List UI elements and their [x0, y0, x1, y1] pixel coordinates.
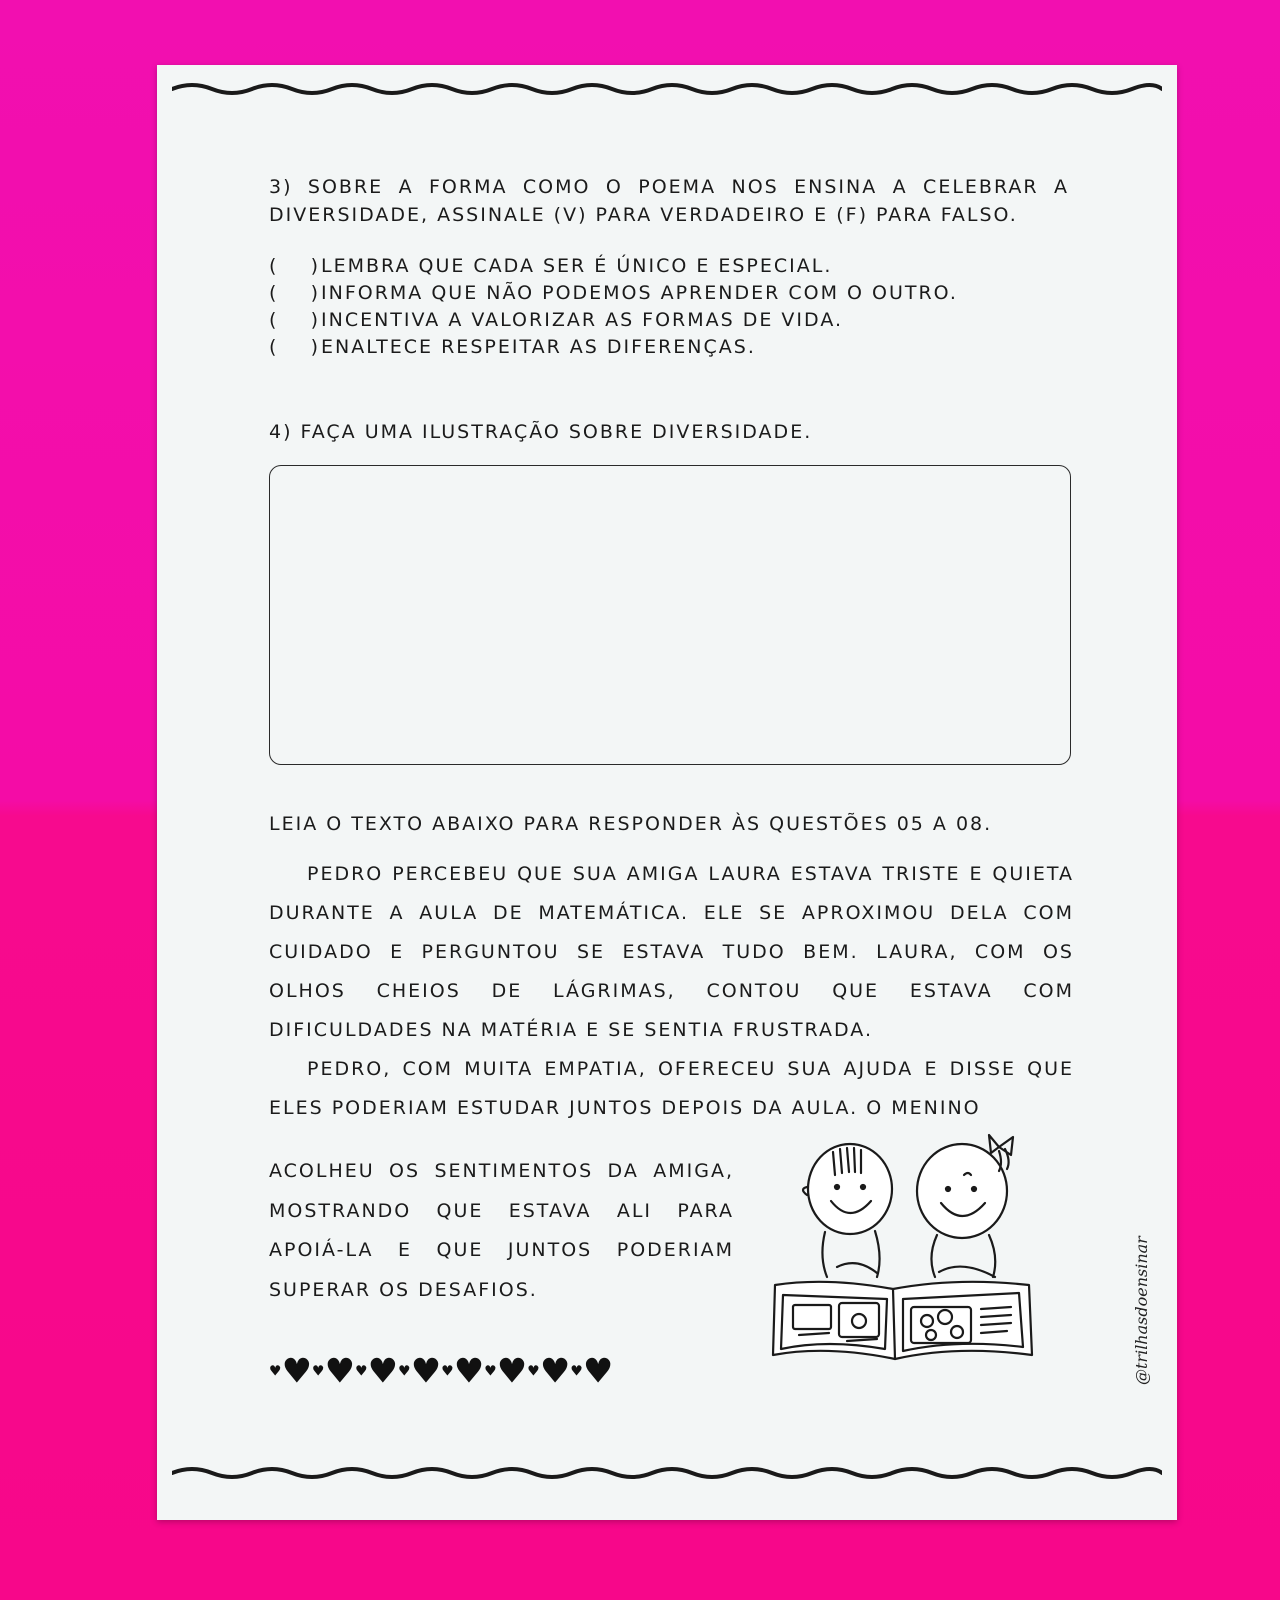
question-3-prompt: 3) SOBRE A FORMA COMO O POEMA NOS ENSINA A CELEBRAR A DIVERSIDADE, ASSINALE (V) PARA VERDADEIRO E (F) PARA FALSO. [269, 176, 1069, 226]
watermark-handle: @trilhasdoensinar [1132, 1236, 1151, 1385]
illustration-drawing-box[interactable] [269, 465, 1071, 765]
paragraph-2: PEDRO, COM MUITA EMPATIA, OFERECEU SUA AJUDA E DISSE QUE ELES PODERIAM ESTUDAR JUNTOS DEPOIS DA AULA. O MENINO [269, 1058, 1074, 1119]
hearts-divider-icon: ♥♥♥♥♥♥♥♥♥♥♥♥♥♥♥♥ [269, 1351, 614, 1392]
option-checkbox: ( ) [269, 255, 321, 277]
paragraph-1: PEDRO PERCEBEU QUE SUA AMIGA LAURA ESTAVA TRISTE E QUIETA DURANTE A AULA DE MATEMÁTICA. ELE SE APROXIMOU DELA COM CUIDADO E PERGUNTOU SE ESTAVA TUDO BEM. LAURA, COM OS OLHOS CHEIOS DE LÁGRIMAS, CONTOU QUE ESTAVA COM DIFICULDADES NA MATÉRIA E SE SENTIA FRUSTRADA. [269, 863, 1074, 1041]
option-text: LEMBRA QUE CADA SER É ÚNICO E ESPECIAL. [321, 255, 833, 277]
option-checkbox: ( ) [269, 336, 321, 358]
top-wavy-border [172, 79, 1162, 99]
children-reading-book-illustration [767, 1127, 1037, 1367]
reading-text [269, 855, 1074, 1128]
reading-instruction: LEIA O TEXTO ABAIXO PARA RESPONDER ÀS QUESTÕES 05 A 08. [269, 813, 993, 835]
option-2[interactable] [269, 280, 1069, 307]
option-4[interactable] [269, 334, 1069, 361]
paragraph-3: ACOLHEU OS SENTIMENTOS DA AMIGA, MOSTRANDO QUE ESTAVA ALI PARA APOIÁ-LA E QUE JUNTOS PODERIAM SUPERAR OS DESAFIOS. [269, 1160, 734, 1301]
option-3[interactable] [269, 307, 1069, 334]
option-1[interactable] [269, 253, 1069, 280]
option-checkbox: ( ) [269, 309, 321, 331]
option-checkbox: ( ) [269, 282, 321, 304]
option-text: INFORMA QUE NÃO PODEMOS APRENDER COM O OUTRO. [321, 282, 958, 304]
worksheet-page [157, 65, 1177, 1520]
option-text: ENALTECE RESPEITAR AS DIFERENÇAS. [321, 336, 756, 358]
bottom-wavy-border [172, 1463, 1162, 1483]
option-text: INCENTIVA A VALORIZAR AS FORMAS DE VIDA. [321, 309, 844, 331]
question-3-options [269, 253, 1069, 361]
question-4-prompt: 4) FAÇA UMA ILUSTRAÇÃO SOBRE DIVERSIDADE. [269, 421, 813, 443]
